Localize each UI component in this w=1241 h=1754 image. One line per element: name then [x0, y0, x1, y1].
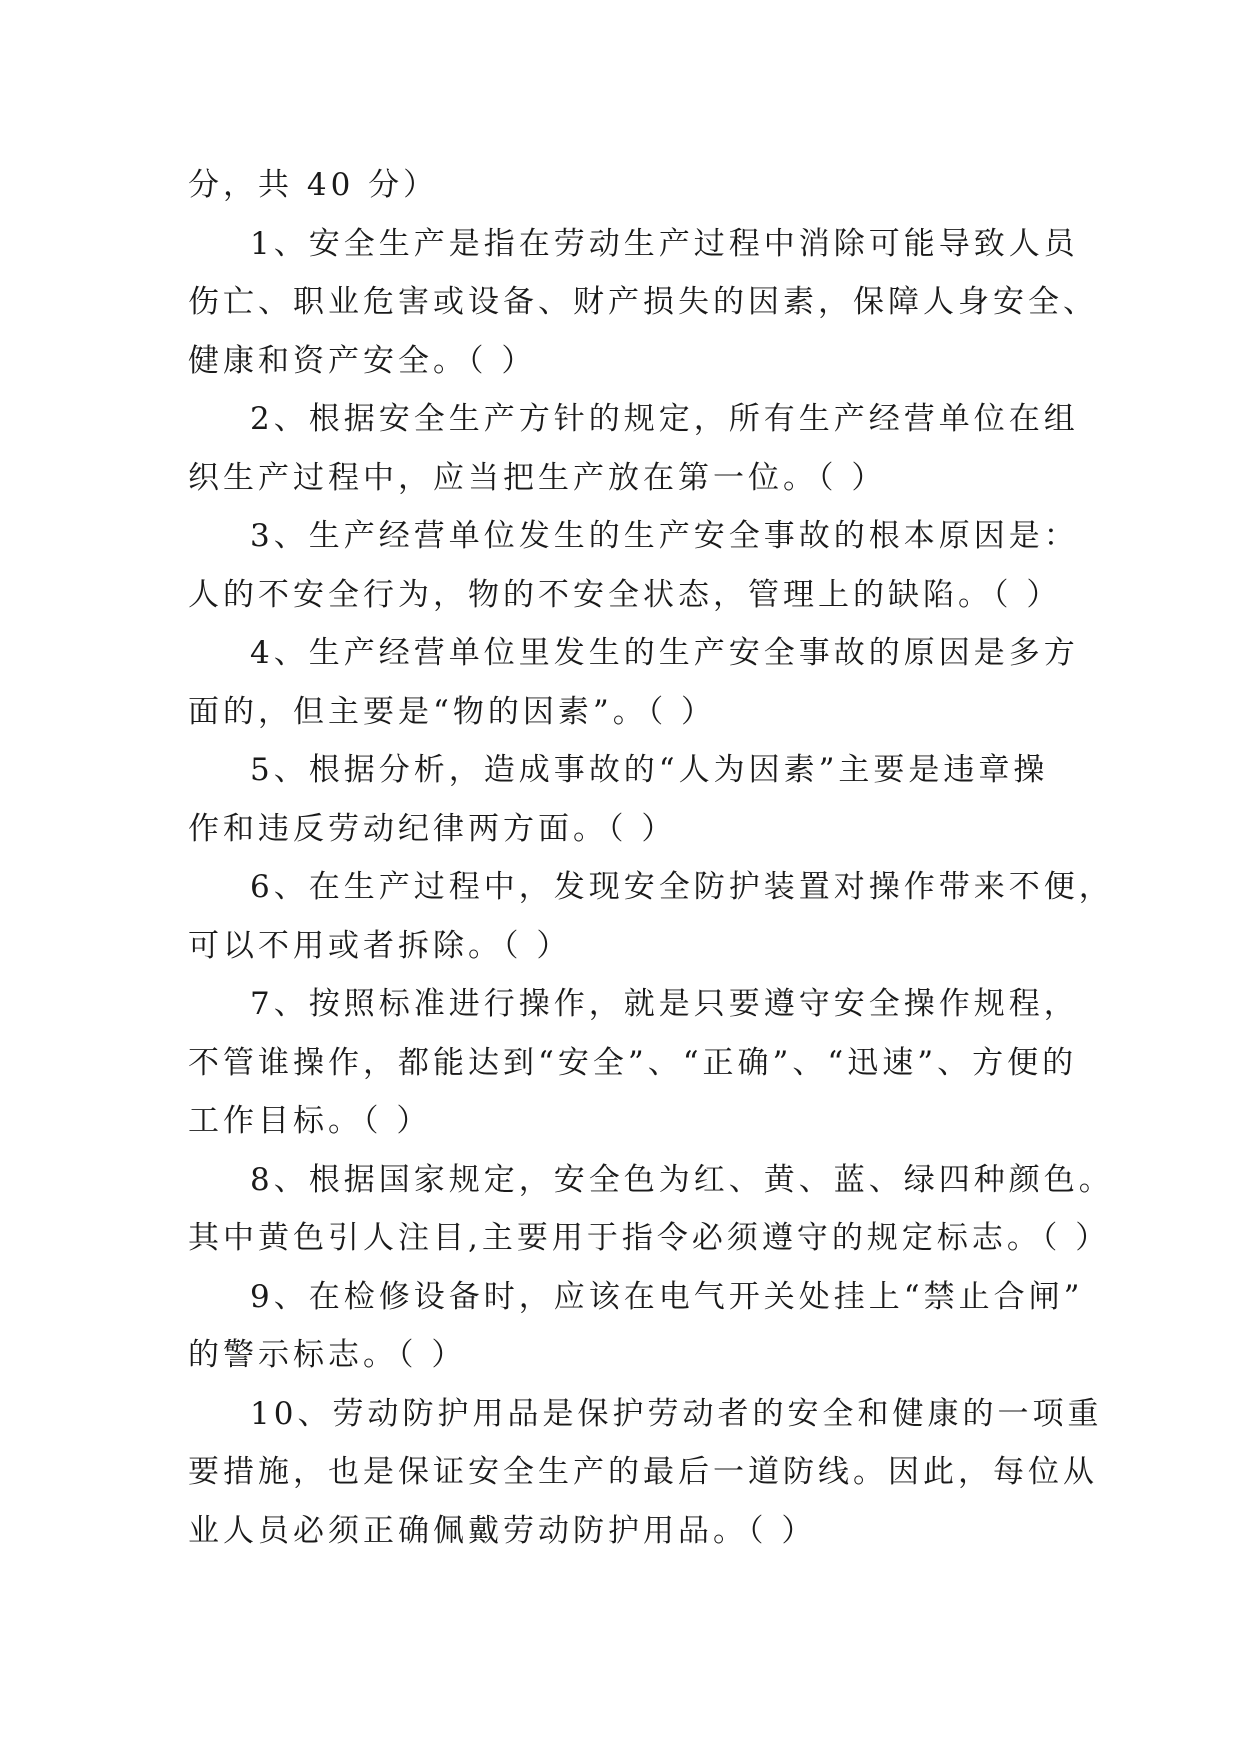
- question-5-line: 5、根据分析，造成事故的“人为因素”主要是违章操: [250, 752, 1049, 788]
- question-6-line: 可以不用或者拆除。（ ）: [188, 927, 572, 964]
- question-1-line: 伤亡、职业危害或设备、财产损失的因素，保障人身安全、: [188, 284, 1098, 320]
- question-10-line: 10、劳动防护用品是保护劳动者的安全和健康的一项重: [250, 1395, 1103, 1432]
- question-7-line: 工作目标。（ ）: [188, 1103, 432, 1139]
- question-2-line: 2、根据安全生产方针的规定，所有生产经营单位在组: [250, 401, 1079, 437]
- question-9-line: 的警示标志。（ ）: [188, 1337, 467, 1373]
- document-body: [188, 156, 1114, 1560]
- question-8-line: 8、根据国家规定，安全色为红、黄、蓝、绿四种颜色。: [250, 1161, 1114, 1198]
- question-7-line: 不管谁操作，都能达到“安全”、“正确”、“迅速”、方便的: [188, 1044, 1078, 1081]
- question-10-line: 业人员必须正确佩戴劳动防护用品。（ ）: [188, 1512, 817, 1549]
- question-5-line: 作和违反劳动纪律两方面。（ ）: [188, 810, 677, 847]
- question-4-line: 4、生产经营单位里发生的生产安全事故的原因是多方: [250, 635, 1079, 671]
- question-6-line: 6、在生产过程中，发现安全防护装置对操作带来不便，: [250, 869, 1114, 905]
- question-7-line: 7、按照标准进行操作，就是只要遵守安全操作规程，: [250, 986, 1079, 1022]
- question-1-line: 1、安全生产是指在劳动生产过程中消除可能导致人员: [250, 225, 1079, 262]
- question-9-line: 9、在检修设备时，应该在电气开关处挂上“禁止合闸”: [250, 1278, 1084, 1315]
- question-2-line: 织生产过程中，应当把生产放在第一位。（ ）: [188, 459, 887, 496]
- question-3-line: 3、生产经营单位发生的生产安全事故的根本原因是：: [250, 518, 1079, 554]
- question-10-line: 要措施，也是保证安全生产的最后一道防线。因此，每位从: [188, 1454, 1098, 1490]
- question-4-line: 面的，但主要是“物的因素”。（ ）: [188, 693, 717, 730]
- question-1-line: 健康和资产安全。（ ）: [188, 342, 537, 379]
- question-8-line: 其中黄色引人注目,主要用于指令必须遵守的规定标志。（ ）: [188, 1220, 1111, 1256]
- text-line: 分，共 40 分）: [188, 167, 439, 203]
- question-3-line: 人的不安全行为，物的不安全状态，管理上的缺陷。（ ）: [188, 576, 1062, 613]
